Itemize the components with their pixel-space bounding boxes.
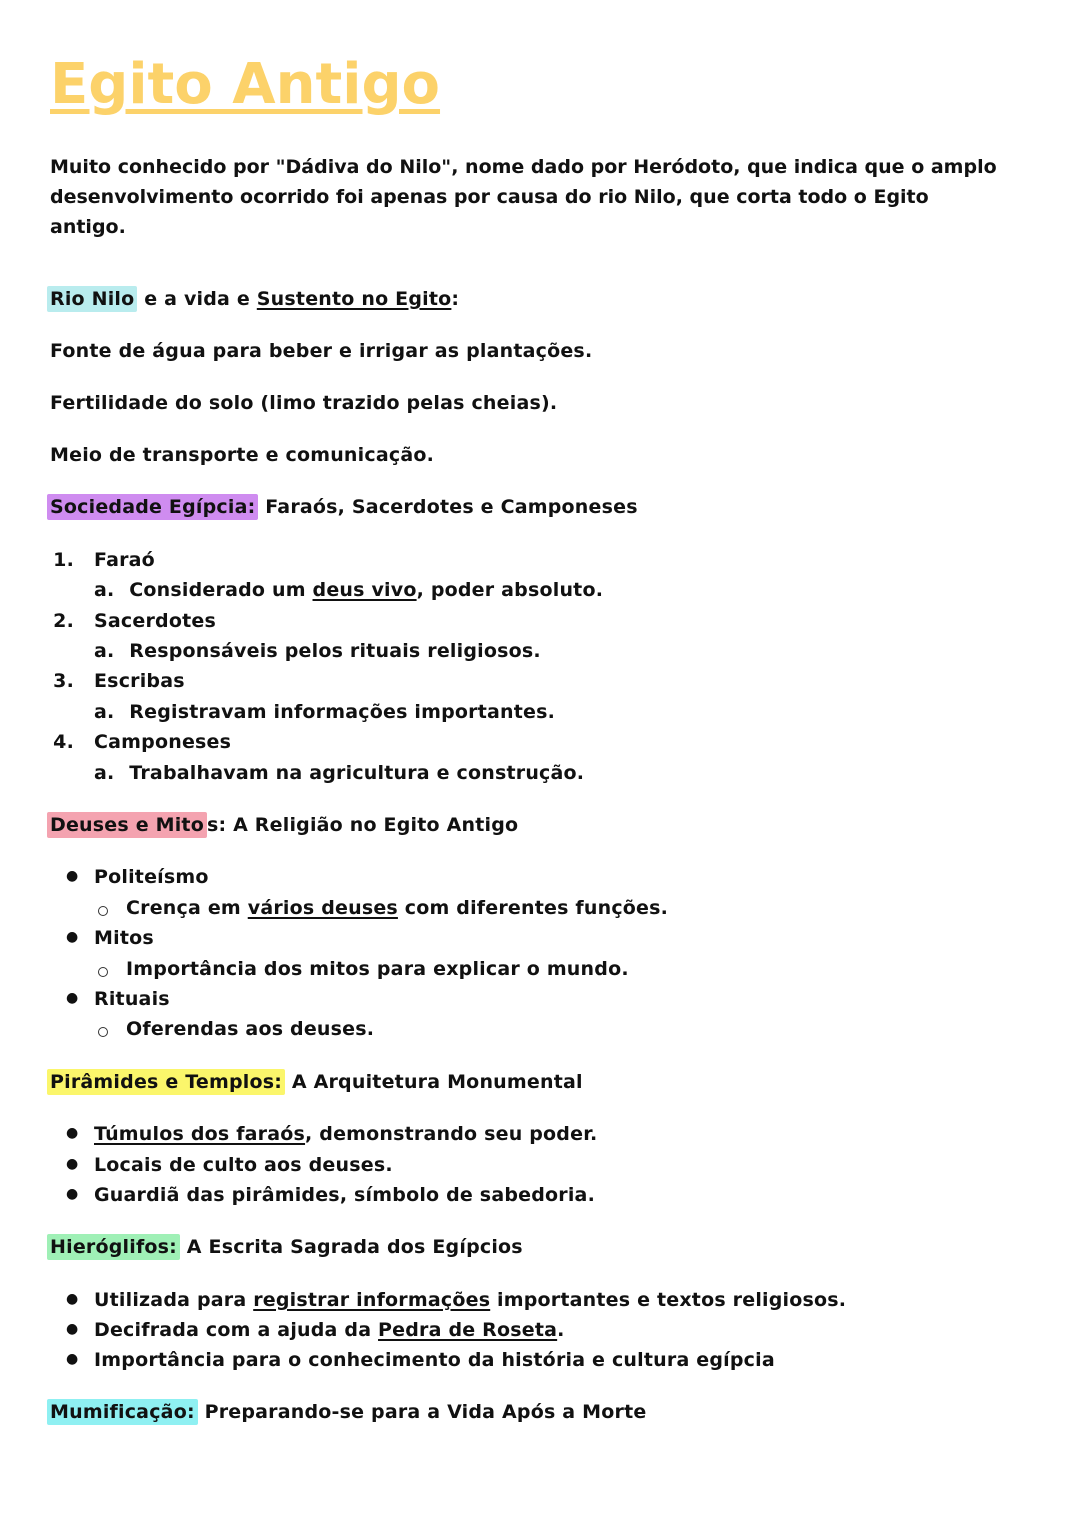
list-subitem: a. Registravam informações importantes. xyxy=(94,701,556,723)
highlight-mumificacao: Mumificação: xyxy=(47,1399,198,1425)
highlight-nilo: Rio Nilo xyxy=(47,286,137,312)
list-subitem: a. Considerado um deus vivo, poder absoluto. xyxy=(94,579,604,601)
document-page: Egito Antigo Muito conhecido por "Dádiva do Nilo", nome dado por Heródoto, que indica que o amplo desenvolvimento ocorrido foi apenas por causa do rio Nilo, que corta todo o Egito antigo. Rio Nilo e a vida e Sustento no Egito: Fonte de água para beber e irrigar as plantações. Fertilidade do solo (limo trazido pelas cheias). Meio de transporte e comunicação. Sociedade Egípcia: Faraós, Sacerdotes e Camponeses 1. Faraó a. Considerado um deus vivo, poder absoluto. 2. Sacerdotes a. Responsáveis pelos rituais religiosos. 3. Escribas a. Registravam informações importantes. 4. Camponeses a. Trabalhavam na agricultura e construção. Deuses e Mito s: A Religião no Egito Antigo ● Politeísmo Crença em vários deuses com diferentes funções. ● Mitos Importância dos mitos para explicar o mundo. ● Rituais Oferendas aos deuses. Pirâmides e Templos: A Arquitetura Monumental ● Túmulos dos faraós, demonstrando seu poder. ● Locais de culto aos deuses. ● Guardiã das pirâmides, símbolo de sabedoria. Hieróglifos: A Escrita Sagrada dos Egípcios ● Utilizada para registrar informações importantes e textos religiosos. ● Decifrada com a ajuda da Pedra de Roseta. ● Importância para o conhecimento da história e cultura egípcia Mumificação: Preparando-se para a Vida Após a Morte xyxy=(0,0,1080,1526)
section-heading-nilo: Rio Nilo e a vida e Sustento no Egito: xyxy=(50,288,459,310)
nilo-item-3: Meio de transporte e comunicação. xyxy=(50,444,435,466)
intro-paragraph: Muito conhecido por "Dádiva do Nilo", nome dado por Heródoto, que indica que o amplo desenvolvimento ocorrido foi apenas por causa do rio Nilo, que corta todo o Egito antigo. xyxy=(50,156,997,238)
highlight-hieroglifos: Hieróglifos: xyxy=(47,1234,180,1260)
list-subitem: a. Trabalhavam na agricultura e construção. xyxy=(94,762,585,784)
section-heading-hieroglifos: Hieróglifos: A Escrita Sagrada dos Egípcios xyxy=(50,1236,523,1258)
section-heading-mumificacao: Mumificação: Preparando-se para a Vida Após a Morte xyxy=(50,1401,646,1423)
highlight-piramides: Pirâmides e Templos: xyxy=(47,1069,285,1095)
section-heading-deuses: Deuses e Mito s: A Religião no Egito Antigo xyxy=(50,814,518,836)
circle-bullet-icon xyxy=(98,967,108,977)
bullet-icon: ● xyxy=(66,1291,79,1307)
highlight-deuses: Deuses e Mito xyxy=(47,812,207,838)
bullet-icon: ● xyxy=(66,929,79,945)
bullet-icon: ● xyxy=(66,1186,79,1202)
bullet-icon: ● xyxy=(66,1351,79,1367)
bullet-icon: ● xyxy=(66,1321,79,1337)
nilo-item-2: Fertilidade do solo (limo trazido pelas cheias). xyxy=(50,392,558,414)
section-heading-sociedade: Sociedade Egípcia: Faraós, Sacerdotes e Camponeses xyxy=(50,496,638,518)
section-heading-piramides: Pirâmides e Templos: A Arquitetura Monumental xyxy=(50,1071,583,1093)
nilo-item-1: Fonte de água para beber e irrigar as plantações. xyxy=(50,340,593,362)
bullet-icon: ● xyxy=(66,868,79,884)
page-title: Egito Antigo xyxy=(50,52,441,117)
circle-bullet-icon xyxy=(98,906,108,916)
bullet-icon: ● xyxy=(66,1156,79,1172)
circle-bullet-icon xyxy=(98,1027,108,1037)
bullet-icon: ● xyxy=(66,990,79,1006)
bullet-icon: ● xyxy=(66,1125,79,1141)
list-subitem: a. Responsáveis pelos rituais religiosos. xyxy=(94,640,541,662)
highlight-sociedade: Sociedade Egípcia: xyxy=(47,494,258,520)
